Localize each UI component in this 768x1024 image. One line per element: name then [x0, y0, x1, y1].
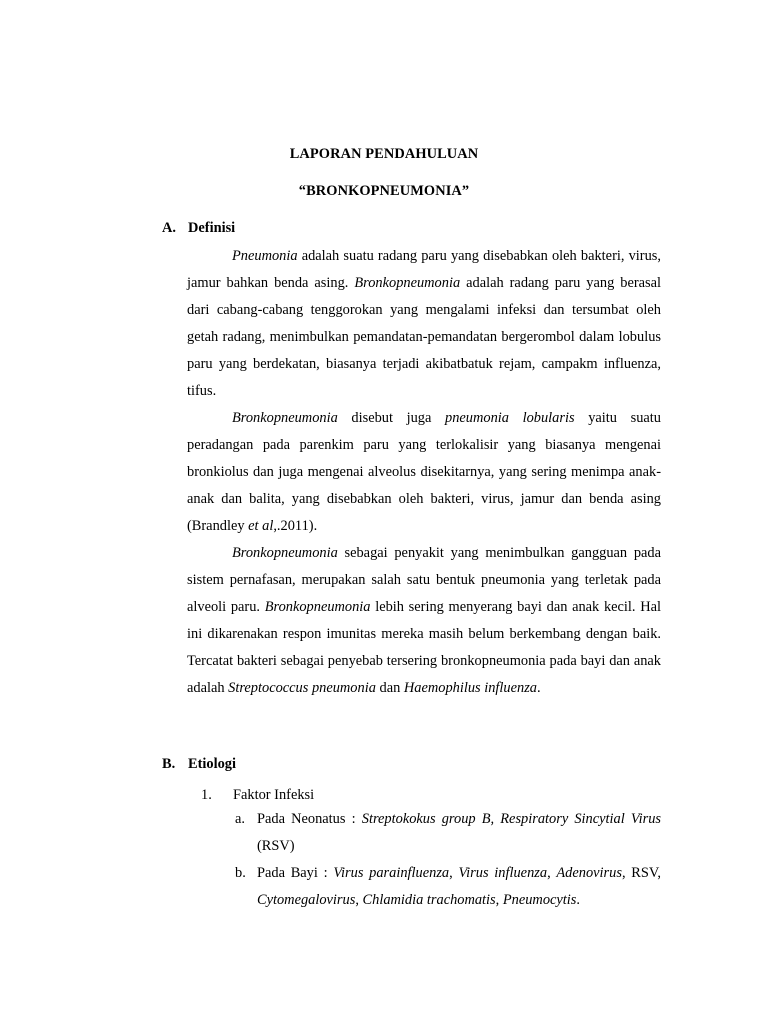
- etiologi-item-1: [201, 782, 314, 809]
- italic-term: Bronkopneumonia: [232, 545, 338, 561]
- italic-term: pneumonia lobularis: [445, 410, 575, 426]
- italic-term: Bronkopneumonia: [354, 275, 461, 291]
- italic-term: Adenovirus: [556, 865, 622, 881]
- italic-term: Haemophilus influenza: [403, 680, 537, 696]
- italic-term: Bronkopneumonia: [264, 599, 371, 615]
- etiologi-subitem-b: [235, 860, 661, 914]
- subitem-text: Pada Bayi : Virus parainfluenza, Virus influenza, Adenovirus, RSV, Cytomegalovirus, Chlamidia trachomatis, Pneumocytis.: [257, 865, 661, 908]
- document-subtitle: “BRONKOPNEUMONIA”: [298, 183, 470, 199]
- subitem-text: Pada Neonatus : Streptokokus group B, Respiratory Sincytial Virus (RSV): [257, 811, 661, 854]
- italic-term: Pneumonia: [232, 248, 298, 264]
- document-title: LAPORAN PENDAHULUAN: [289, 146, 479, 162]
- section-heading-definisi: [162, 220, 235, 237]
- italic-term: Virus influenza: [458, 865, 548, 881]
- italic-term: Cytomegalovirus: [257, 892, 356, 908]
- etiologi-subitem-a: [235, 806, 661, 860]
- definisi-paragraph-3: Bronkopneumonia sebagai penyakit yang menimbulkan gangguan pada sistem pernafasan, merupakan salah satu bentuk pneumonia yang terletak pada alveoli paru. Bronkopneumonia lebih sering menyerang bayi dan anak kecil. Hal ini dikarenakan respon imunitas mereka masih belum berkembang dengan baik. Tercatat bakteri sebagai penyebab tersering bronkopneumonia pada bayi dan anak adalah Streptococcus pneumonia dan Haemophilus influenza.: [187, 545, 661, 696]
- italic-term: Streptococcus pneumonia: [228, 680, 376, 696]
- italic-term: Streptokokus group B, Respiratory Sincytial Virus: [361, 811, 661, 827]
- italic-term: Bronkopneumonia: [232, 410, 338, 426]
- italic-term: et al: [248, 518, 274, 534]
- italic-term: Chlamidia trachomatis: [362, 892, 496, 908]
- subitem-label: a.: [235, 811, 245, 827]
- section-title: Definisi: [188, 220, 236, 236]
- section-title: Etiologi: [188, 756, 236, 772]
- definisi-paragraph-1: Pneumonia adalah suatu radang paru yang disebabkan oleh bakteri, virus, jamur bahkan benda asing. Bronkopneumonia adalah radang paru yang berasal dari cabang-cabang tenggorokan yang mengalami infeksi dan tersumbat oleh getah radang, menimbulkan pemandatan-pemandatan bergerombol dalam lobulus paru yang berdekatan, biasanya terjadi akibatbatuk rejam, campakm influenza, tifus.: [187, 248, 661, 399]
- section-heading-etiologi: [162, 756, 236, 773]
- subitem-label: b.: [235, 865, 246, 881]
- section-label: B.: [162, 756, 176, 772]
- item-label: Faktor Infeksi: [233, 787, 315, 803]
- item-number: 1.: [201, 787, 212, 803]
- italic-term: Virus parainfluenza: [333, 865, 450, 881]
- definisi-paragraph-2: Bronkopneumonia disebut juga pneumonia lobularis yaitu suatu peradangan pada parenkim paru yang terlokalisir yang biasanya mengenai bronkiolus dan juga mengenai alveolus disekitarnya, yang sering menimpa anak-anak dan balita, yang disebabkan oleh bakteri, virus, jamur dan benda asing (Brandley et al,.2011).: [187, 410, 661, 534]
- section-label: A.: [162, 220, 176, 236]
- italic-term: Pneumocytis: [502, 892, 577, 908]
